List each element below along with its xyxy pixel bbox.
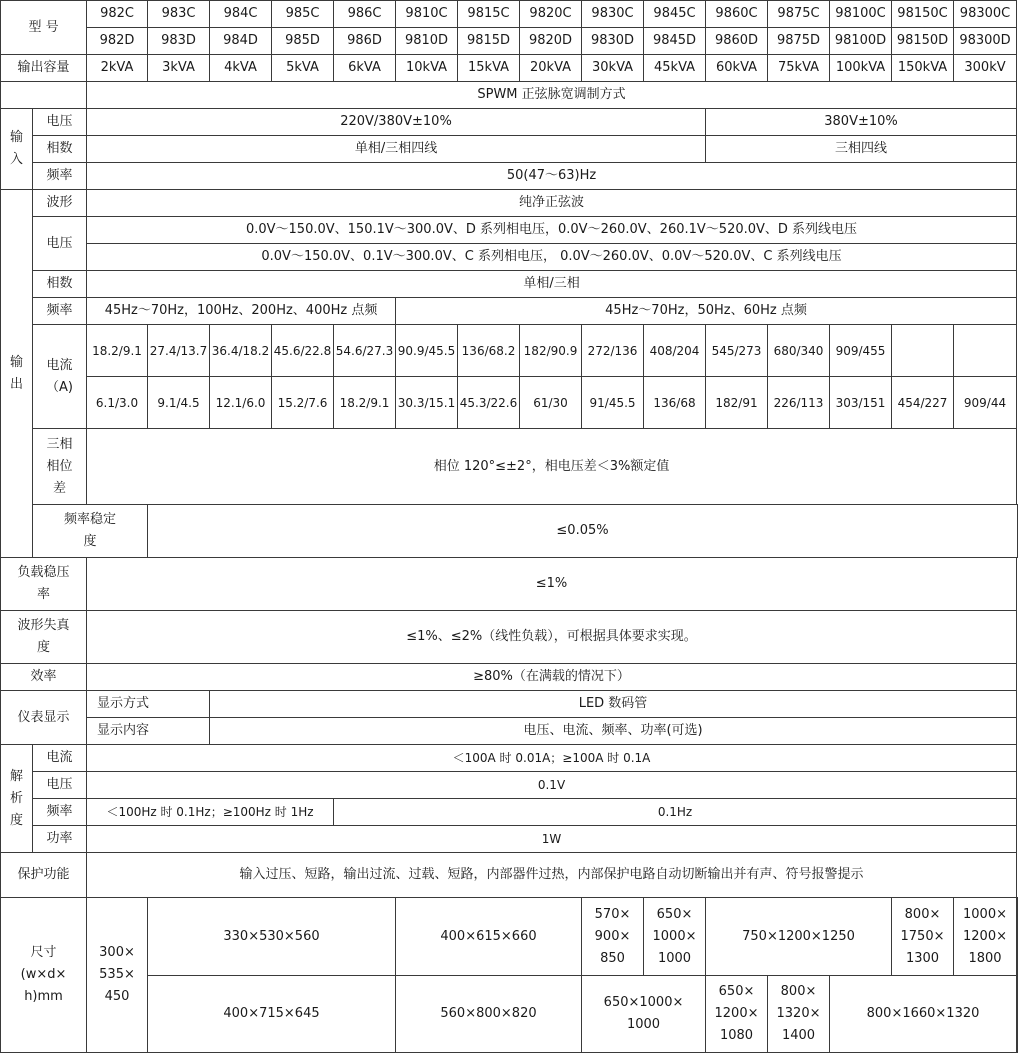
input-label: 输 入: [1, 109, 33, 190]
model-c-cell: 9830C: [582, 1, 644, 28]
protection-value: 输入过压、短路，输出过流、过载、短路，内部器件过热，内部保护电路自动切断输出并有声、符号报警提示: [87, 853, 1017, 898]
output-current-row-2: [1, 377, 1018, 429]
output-voltage-d: 0.0V～150.0V、150.1V～300.0V、D 系列相电压，0.0V～260.0V、260.1V～520.0V、D 系列线电压: [87, 217, 1017, 244]
meter-label: 仪表显示: [1, 691, 87, 745]
output-waveform-value: 纯净正弦波: [87, 190, 1017, 217]
res-current-row: [1, 745, 1018, 772]
current-cell: 680/340: [768, 325, 830, 377]
current-cell: 45.6/22.8: [272, 325, 334, 377]
model-d-cell: 98100D: [830, 28, 892, 55]
input-phase-label: 相数: [33, 136, 87, 163]
protection-label: 保护功能: [1, 853, 87, 898]
output-frequency-label: 频率: [33, 298, 87, 325]
size-9830-c: 650× 1000× 1000: [644, 898, 706, 976]
model-d-cell: 9845D: [644, 28, 706, 55]
three-phase-label: 三相 相位 差: [33, 429, 87, 505]
current-cell: [892, 325, 954, 377]
freq-stability-row: [1, 505, 1018, 558]
input-voltage-a: 220V/380V±10%: [87, 109, 706, 136]
resolution-label: 解 析 度: [1, 745, 33, 853]
current-cell: 408/204: [644, 325, 706, 377]
current-cell: 90.9/45.5: [396, 325, 458, 377]
model-c-cell: 9810C: [396, 1, 458, 28]
size-label: 尺寸 (w×d× h)mm: [1, 898, 87, 1053]
current-cell: 136/68.2: [458, 325, 520, 377]
model-d-cell: 983D: [148, 28, 210, 55]
size-98300: [1017, 898, 1018, 1053]
model-c-cell: 98150C: [892, 1, 954, 28]
input-phase-a: 单相/三相四线: [87, 136, 706, 163]
capacity-cell: 60kVA: [706, 55, 768, 82]
freq-stability-label: 频率稳定 度: [33, 505, 148, 558]
distortion-row: [1, 611, 1018, 664]
model-c-cell: 984C: [210, 1, 272, 28]
output-phase-label: 相数: [33, 271, 87, 298]
input-frequency-value: 50(47～63)Hz: [87, 163, 1017, 190]
current-cell: 9.1/4.5: [148, 377, 210, 429]
input-voltage-b: 380V±10%: [706, 109, 1017, 136]
res-power-row: [1, 826, 1018, 853]
current-cell: 909/455: [830, 325, 892, 377]
efficiency-value: ≥80%（在满载的情况下）: [87, 664, 1017, 691]
model-c-cell: 9860C: [706, 1, 768, 28]
model-row-d: [1, 28, 1018, 55]
model-d-cell: 9820D: [520, 28, 582, 55]
model-c-cell: 986C: [334, 1, 396, 28]
current-cell: 6.1/3.0: [87, 377, 148, 429]
display-mode-row: [1, 691, 1018, 718]
three-phase-row: [1, 429, 1018, 505]
capacity-cell: 45kVA: [644, 55, 706, 82]
current-cell: 61/30: [520, 377, 582, 429]
output-voltage-c: 0.0V～150.0V、0.1V～300.0V、C 系列相电压， 0.0V～260.0V、0.0V～520.0V、C 系列线电压: [87, 244, 1017, 271]
size-983-986-d: 400×715×645: [148, 976, 396, 1053]
model-d-cell: 9830D: [582, 28, 644, 55]
input-voltage-row: [1, 109, 1018, 136]
model-d-cell: 9875D: [768, 28, 830, 55]
output-freq-b: 45Hz～70Hz，50Hz、60Hz 点频: [396, 298, 1017, 325]
current-cell: 54.6/27.3: [334, 325, 396, 377]
capacity-cell: 2kVA: [87, 55, 148, 82]
current-cell: 18.2/9.1: [334, 377, 396, 429]
current-cell: 136/68: [644, 377, 706, 429]
current-cell: 454/227: [892, 377, 954, 429]
output-label: 输 出: [1, 190, 33, 558]
size-98100-c: 800× 1750× 1300: [892, 898, 954, 976]
res-current-label: 电流: [33, 745, 87, 772]
output-freq-a: 45Hz～70Hz，100Hz、200Hz、400Hz 点频: [87, 298, 396, 325]
capacity-cell: 100kVA: [830, 55, 892, 82]
display-content-value: 电压、电流、频率、功率(可选): [210, 718, 1017, 745]
res-power-value: 1W: [87, 826, 1017, 853]
model-d-cell: 9810D: [396, 28, 458, 55]
model-c-cell: 9875C: [768, 1, 830, 28]
model-c-cell: 9820C: [520, 1, 582, 28]
current-cell: 91/45.5: [582, 377, 644, 429]
current-cell: 272/136: [582, 325, 644, 377]
output-current-label: 电流 （A): [33, 325, 87, 429]
load-stability-label: 负载稳压 率: [1, 558, 87, 611]
res-power-label: 功率: [33, 826, 87, 853]
model-c-cell: 98100C: [830, 1, 892, 28]
model-c-cell: 982C: [87, 1, 148, 28]
spwm-value: SPWM 正弦脉宽调制方式: [87, 82, 1017, 109]
model-d-cell: 98300D: [954, 28, 1017, 55]
current-cell: 226/113: [768, 377, 830, 429]
model-d-cell: 9815D: [458, 28, 520, 55]
res-current-value: ＜100A 时 0.01A；≥100A 时 0.1A: [87, 745, 1017, 772]
capacity-cell: 30kVA: [582, 55, 644, 82]
model-c-cell: 9815C: [458, 1, 520, 28]
load-stability-value: ≤1%: [87, 558, 1017, 611]
capacity-cell: 15kVA: [458, 55, 520, 82]
model-d-cell: 985D: [272, 28, 334, 55]
capacity-cell: 75kVA: [768, 55, 830, 82]
res-voltage-row: [1, 772, 1018, 799]
size-9845-d: 650× 1200× 1080: [706, 976, 768, 1053]
capacity-cell: 5kVA: [272, 55, 334, 82]
input-phase-row: [1, 136, 1018, 163]
current-cell: 18.2/9.1: [87, 325, 148, 377]
size-9875-98150-d: 800×1660×1320: [830, 976, 1017, 1053]
model-label: 型 号: [1, 1, 87, 55]
capacity-cell: 20kVA: [520, 55, 582, 82]
size-98150-c: 1000× 1200× 1800: [954, 898, 1017, 976]
res-voltage-label: 电压: [33, 772, 87, 799]
model-d-cell: 984D: [210, 28, 272, 55]
model-d-cell: 982D: [87, 28, 148, 55]
size-983-986-c: 330×530×560: [148, 898, 396, 976]
size-9820-c: 570× 900× 850: [582, 898, 644, 976]
capacity-cell: 6kVA: [334, 55, 396, 82]
output-voltage-row-c: [1, 244, 1018, 271]
model-c-cell: 9845C: [644, 1, 706, 28]
model-row-c: [1, 1, 1018, 28]
current-cell: 12.1/6.0: [210, 377, 272, 429]
display-mode-label: 显示方式: [87, 691, 210, 718]
size-982: 300× 535× 450: [87, 898, 148, 1053]
distortion-label: 波形失真 度: [1, 611, 87, 664]
display-content-label: 显示内容: [87, 718, 210, 745]
current-cell: 545/273: [706, 325, 768, 377]
capacity-cell: 4kVA: [210, 55, 272, 82]
input-phase-b: 三相四线: [706, 136, 1017, 163]
protection-row: [1, 853, 1018, 898]
res-frequency-row: [1, 799, 1018, 826]
size-9820-9830-d: 650×1000× 1000: [582, 976, 706, 1053]
load-stability-row: [1, 558, 1018, 611]
res-frequency-label: 频率: [33, 799, 87, 826]
size-row-c: [1, 898, 1018, 976]
current-cell: 909/44: [954, 377, 1017, 429]
current-cell: 45.3/22.6: [458, 377, 520, 429]
spwm-empty-label: [1, 82, 87, 109]
input-frequency-row: [1, 163, 1018, 190]
output-phase-value: 单相/三相: [87, 271, 1017, 298]
model-c-cell: 983C: [148, 1, 210, 28]
freq-stability-value: ≤0.05%: [148, 505, 1018, 558]
capacity-cell: 300kV: [954, 55, 1017, 82]
current-cell: 303/151: [830, 377, 892, 429]
res-freq-a: ＜100Hz 时 0.1Hz；≥100Hz 时 1Hz: [87, 799, 334, 826]
display-mode-value: LED 数码管: [210, 691, 1017, 718]
size-9860-d: 800× 1320× 1400: [768, 976, 830, 1053]
distortion-value: ≤1%、≤2%（线性负载），可根据具体要求实现。: [87, 611, 1017, 664]
spwm-row: [1, 82, 1018, 109]
output-waveform-label: 波形: [33, 190, 87, 217]
output-phase-row: [1, 271, 1018, 298]
model-d-cell: 98150D: [892, 28, 954, 55]
model-c-cell: 98300C: [954, 1, 1017, 28]
model-d-cell: 9860D: [706, 28, 768, 55]
capacity-cell: 10kVA: [396, 55, 458, 82]
display-content-row: [1, 718, 1018, 745]
res-freq-b: 0.1Hz: [334, 799, 1017, 826]
output-voltage-row-d: [1, 217, 1018, 244]
current-cell: 182/91: [706, 377, 768, 429]
current-cell: 27.4/13.7: [148, 325, 210, 377]
current-cell: 182/90.9: [520, 325, 582, 377]
size-9845-9875-c: 750×1200×1250: [706, 898, 892, 976]
input-voltage-label: 电压: [33, 109, 87, 136]
res-voltage-value: 0.1V: [87, 772, 1017, 799]
input-frequency-label: 频率: [33, 163, 87, 190]
current-cell: 36.4/18.2: [210, 325, 272, 377]
model-c-cell: 985C: [272, 1, 334, 28]
model-d-cell: 986D: [334, 28, 396, 55]
size-9810-9815-d: 560×800×820: [396, 976, 582, 1053]
output-voltage-label: 电压: [33, 217, 87, 271]
size-9810-9815-c: 400×615×660: [396, 898, 582, 976]
current-cell: [954, 325, 1017, 377]
output-frequency-row: [1, 298, 1018, 325]
output-waveform-row: [1, 190, 1018, 217]
efficiency-row: [1, 664, 1018, 691]
capacity-row: [1, 55, 1018, 82]
three-phase-value: 相位 120°≤±2°，相电压差＜3%额定值: [87, 429, 1017, 505]
capacity-label: 输出容量: [1, 55, 87, 82]
current-cell: 15.2/7.6: [272, 377, 334, 429]
capacity-cell: 3kVA: [148, 55, 210, 82]
current-cell: 30.3/15.1: [396, 377, 458, 429]
capacity-cell: 150kVA: [892, 55, 954, 82]
output-current-row-1: [1, 325, 1018, 377]
efficiency-label: 效率: [1, 664, 87, 691]
size-row-d: [1, 976, 1018, 1053]
